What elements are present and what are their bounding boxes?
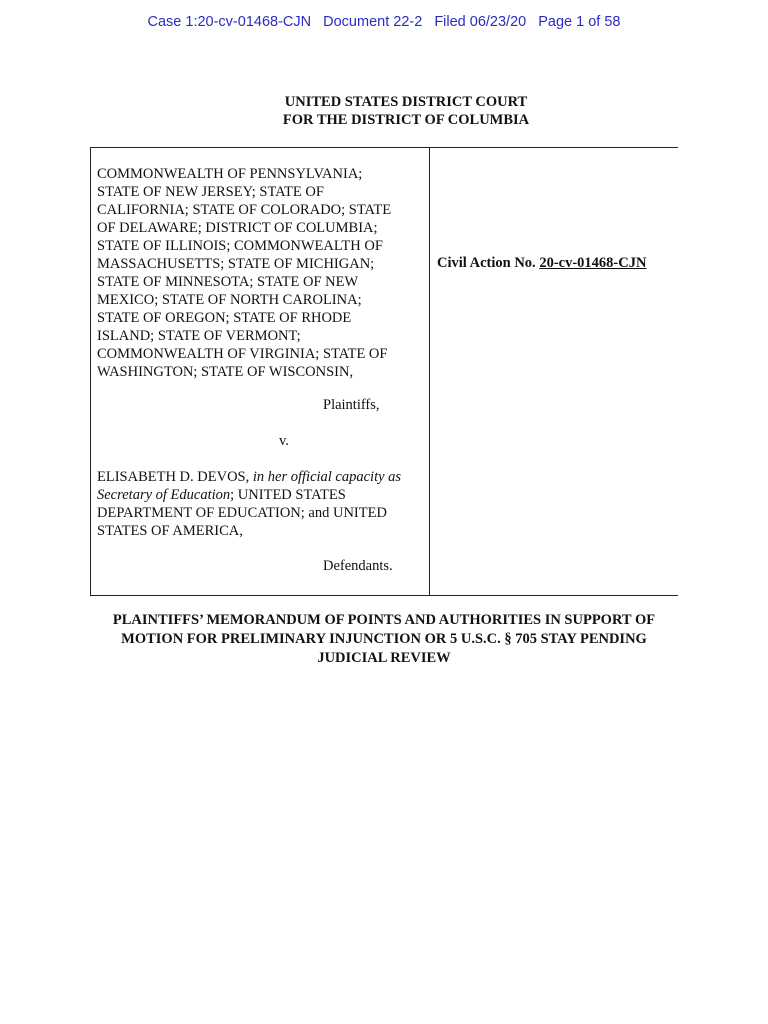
defendant-name: ELISABETH D. DEVOS, <box>97 469 253 485</box>
plaintiffs-line: STATE OF OREGON; STATE OF RHODE <box>97 310 352 326</box>
document-title-line3: JUDICIAL REVIEW <box>317 650 451 666</box>
plaintiffs-line: STATE OF MINNESOTA; STATE OF NEW <box>97 274 359 290</box>
court-heading-line2: FOR THE DISTRICT OF COLUMBIA <box>282 112 530 128</box>
caption-parties-cell <box>90 148 430 595</box>
plaintiffs-line: COMMONWEALTH OF PENNSYLVANIA; <box>97 166 363 182</box>
plaintiffs-list <box>97 165 423 381</box>
defendants-label: Defendants. <box>323 558 393 574</box>
defendants-line <box>97 486 423 504</box>
stamp-document-number: Document 22-2 <box>323 14 423 30</box>
stamp-case-number: Case 1:20-cv-01468-CJN <box>147 14 312 30</box>
plaintiffs-line: STATE OF NEW JERSEY; STATE OF <box>97 184 324 200</box>
case-number: 20-cv-01468-CJN <box>539 255 647 271</box>
defendants-list <box>97 468 423 540</box>
stamp-filed-date: Filed 06/23/20 <box>434 14 527 30</box>
court-heading <box>0 93 768 129</box>
plaintiffs-line: COMMONWEALTH OF VIRGINIA; STATE OF <box>97 346 388 362</box>
plaintiffs-line: ISLAND; STATE OF VERMONT; <box>97 328 301 344</box>
document-title <box>90 611 678 668</box>
plaintiffs-line: MEXICO; STATE OF NORTH CAROLINA; <box>97 292 362 308</box>
versus-label: v. <box>279 433 289 449</box>
ecf-header-stamp <box>0 14 768 30</box>
plaintiffs-label: Plaintiffs, <box>323 397 380 413</box>
defendants-line: STATES OF AMERICA, <box>97 523 243 539</box>
defendant-capacity: in her official capacity as <box>252 469 402 485</box>
defendants-line <box>97 468 423 486</box>
plaintiffs-line: WASHINGTON; STATE OF WISCONSIN, <box>97 364 354 380</box>
plaintiffs-line: STATE OF ILLINOIS; COMMONWEALTH OF <box>97 238 383 254</box>
document-title-line2: MOTION FOR PRELIMINARY INJUNCTION OR 5 U.S.C. § 705 STAY PENDING <box>121 631 647 647</box>
plaintiffs-line: CALIFORNIA; STATE OF COLORADO; STATE <box>97 202 392 218</box>
civil-action-number <box>437 255 646 272</box>
civil-action-label: Civil Action No. <box>437 255 540 271</box>
defendant-agency: ; UNITED STATES <box>230 487 346 503</box>
defendants-line: DEPARTMENT OF EDUCATION; and UNITED <box>97 505 387 521</box>
plaintiffs-line: MASSACHUSETTS; STATE OF MICHIGAN; <box>97 256 375 272</box>
court-heading-line1: UNITED STATES DISTRICT COURT <box>284 94 528 110</box>
defendant-title: Secretary of Education <box>97 487 231 503</box>
stamp-page-count: Page 1 of 58 <box>538 14 621 30</box>
document-title-line1: PLAINTIFFS’ MEMORANDUM OF POINTS AND AUTHORITIES IN SUPPORT OF <box>112 612 656 628</box>
plaintiffs-line: OF DELAWARE; DISTRICT OF COLUMBIA; <box>97 220 378 236</box>
case-caption <box>90 147 678 596</box>
